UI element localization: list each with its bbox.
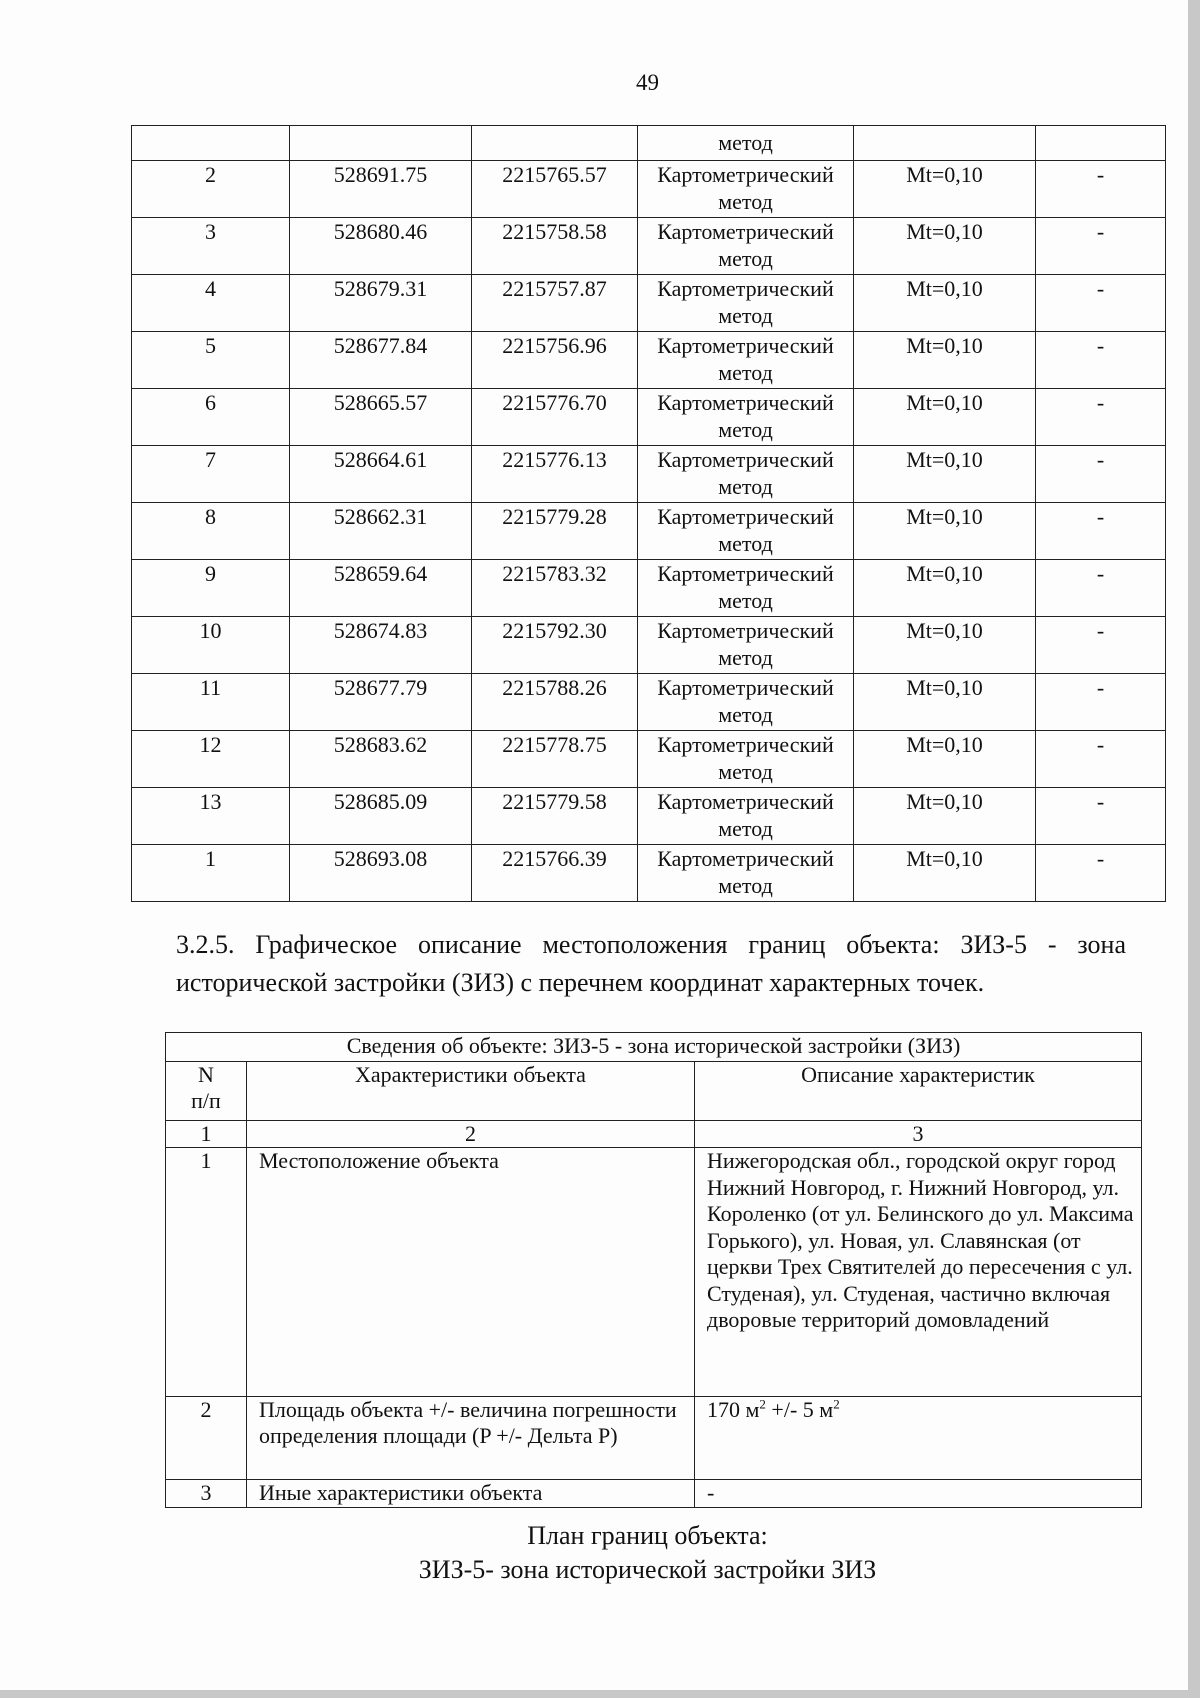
cell-y: 2215758.58	[472, 218, 638, 275]
cell-method	[638, 503, 854, 560]
plan-subtitle: ЗИЗ-5- зона исторической застройки ЗИЗ	[418, 1555, 877, 1584]
cell-method	[638, 731, 854, 788]
row-description: Нижегородская обл., городской округ город Нижний Новгород, г. Нижний Новгород, ул. Короленко (от ул. Белинского до ул. Максима Горького), ул. Новая, ул. Славянская (от церкви Трех Святителей до пересечения с ул. Студеная), ул. Студеная, частично включая дворовые территорий домовладений	[695, 1148, 1142, 1397]
cell-method	[638, 845, 854, 902]
method-line: метод	[718, 246, 773, 271]
cell-accuracy: Mt=0,10	[854, 617, 1036, 674]
method-line: метод	[718, 702, 773, 727]
method-line: Картометрический	[657, 846, 834, 871]
cell-accuracy: Mt=0,10	[854, 503, 1036, 560]
cell-y: 2215779.28	[472, 503, 638, 560]
cell-method	[638, 218, 854, 275]
cell-accuracy: Mt=0,10	[854, 560, 1036, 617]
column-number: 2	[247, 1121, 695, 1148]
cell-x: 528662.31	[290, 503, 472, 560]
method-line: Картометрический	[657, 618, 834, 643]
cell-accuracy: Mt=0,10	[854, 446, 1036, 503]
method-line: метод	[718, 474, 773, 499]
area-tolerance: +/- 5 м	[765, 1397, 834, 1422]
cell-x: 528674.83	[290, 617, 472, 674]
cell-n: 11	[132, 674, 290, 731]
table-caption: Сведения об объекте: ЗИЗ-5 - зона исторической застройки (ЗИЗ)	[166, 1033, 1142, 1062]
cell-note: -	[1036, 161, 1166, 218]
page-number: 49	[636, 70, 659, 95]
row-characteristic: Площадь объекта +/- величина погрешности определения площади (P +/- Дельта P)	[247, 1397, 695, 1480]
cell-note: -	[1036, 503, 1166, 560]
method-line: Картометрический	[657, 504, 834, 529]
cell-note: -	[1036, 389, 1166, 446]
coordinates-table	[131, 125, 1166, 902]
cell-note: -	[1036, 218, 1166, 275]
table-row	[132, 161, 1166, 218]
method-line: метод	[718, 588, 773, 613]
cell-y: 2215788.26	[472, 674, 638, 731]
cell-x: 528691.75	[290, 161, 472, 218]
cell-method	[638, 674, 854, 731]
cell-x: 528685.09	[290, 788, 472, 845]
table-row	[132, 389, 1166, 446]
table-row	[132, 788, 1166, 845]
table-row-area	[166, 1397, 1142, 1480]
method-line: Картометрический	[657, 732, 834, 757]
cell-accuracy: Mt=0,10	[854, 161, 1036, 218]
cell-y: 2215778.75	[472, 731, 638, 788]
method-line: Картометрический	[657, 675, 834, 700]
table-row	[132, 617, 1166, 674]
cell-n: 2	[132, 161, 290, 218]
method-line: метод	[718, 873, 773, 898]
cell-method: метод	[638, 126, 854, 161]
cell-n: 12	[132, 731, 290, 788]
table-row	[132, 446, 1166, 503]
table-row	[132, 332, 1166, 389]
row-description	[695, 1397, 1142, 1480]
method-line: метод	[718, 816, 773, 841]
cell-y: 2215766.39	[472, 845, 638, 902]
cell-x: 528677.79	[290, 674, 472, 731]
method-line: метод	[718, 531, 773, 556]
header-characteristics: Характеристики объекта	[247, 1062, 695, 1121]
tolerance-exponent: 2	[833, 1396, 840, 1412]
method-line: Картометрический	[657, 219, 834, 244]
cell-y: 2215779.58	[472, 788, 638, 845]
row-number: 3	[166, 1480, 247, 1508]
method-line: Картометрический	[657, 561, 834, 586]
cell-method	[638, 161, 854, 218]
row-characteristic: Местоположение объекта	[247, 1148, 695, 1397]
table-header-row	[166, 1062, 1142, 1121]
cell-y	[472, 126, 638, 161]
cell-accuracy: Mt=0,10	[854, 845, 1036, 902]
cell-y: 2215765.57	[472, 161, 638, 218]
method-line: Картометрический	[657, 390, 834, 415]
cell-method	[638, 389, 854, 446]
method-line: метод	[718, 645, 773, 670]
cell-note: -	[1036, 560, 1166, 617]
column-number: 1	[166, 1121, 247, 1148]
area-exponent: 2	[759, 1396, 766, 1412]
cell-note: -	[1036, 674, 1166, 731]
cell-x	[290, 126, 472, 161]
cell-method	[638, 560, 854, 617]
cell-accuracy: Mt=0,10	[854, 218, 1036, 275]
table-row-continued	[132, 126, 1166, 161]
row-number: 1	[166, 1148, 247, 1397]
cell-y: 2215756.96	[472, 332, 638, 389]
cell-method	[638, 788, 854, 845]
cell-note: -	[1036, 788, 1166, 845]
cell-x: 528677.84	[290, 332, 472, 389]
method-line: метод	[718, 417, 773, 442]
table-row	[132, 218, 1166, 275]
cell-y: 2215783.32	[472, 560, 638, 617]
method-line: Картометрический	[657, 789, 834, 814]
row-description: -	[695, 1480, 1142, 1508]
cell-method	[638, 332, 854, 389]
method-line: Картометрический	[657, 447, 834, 472]
cell-x: 528693.08	[290, 845, 472, 902]
plan-title: План границ объекта:	[527, 1521, 768, 1550]
cell-note: -	[1036, 731, 1166, 788]
cell-n: 9	[132, 560, 290, 617]
method-line: Картометрический	[657, 333, 834, 358]
table-row	[132, 845, 1166, 902]
header-number	[166, 1062, 247, 1121]
cell-accuracy: Mt=0,10	[854, 731, 1036, 788]
cell-x: 528683.62	[290, 731, 472, 788]
table-row	[132, 503, 1166, 560]
method-line: метод	[718, 759, 773, 784]
coordinates-table-body	[132, 126, 1166, 902]
cell-x: 528679.31	[290, 275, 472, 332]
cell-accuracy: Mt=0,10	[854, 389, 1036, 446]
cell-x: 528664.61	[290, 446, 472, 503]
cell-note: -	[1036, 332, 1166, 389]
cell-accuracy	[854, 126, 1036, 161]
method-line: метод	[718, 189, 773, 214]
cell-accuracy: Mt=0,10	[854, 788, 1036, 845]
column-number: 3	[695, 1121, 1142, 1148]
cell-accuracy: Mt=0,10	[854, 332, 1036, 389]
cell-y: 2215792.30	[472, 617, 638, 674]
area-value: 170 м	[707, 1397, 760, 1422]
cell-x: 528659.64	[290, 560, 472, 617]
cell-method	[638, 617, 854, 674]
method-line: Картометрический	[657, 276, 834, 301]
object-info-table	[165, 1032, 1142, 1508]
cell-n: 6	[132, 389, 290, 446]
cell-n: 3	[132, 218, 290, 275]
cell-n	[132, 126, 290, 161]
header-number-line1: N	[198, 1062, 214, 1087]
row-number: 2	[166, 1397, 247, 1480]
cell-n: 13	[132, 788, 290, 845]
column-numbers-row	[166, 1121, 1142, 1148]
method-line: Картометрический	[657, 162, 834, 187]
method-line: метод	[718, 360, 773, 385]
cell-note: -	[1036, 446, 1166, 503]
cell-n: 1	[132, 845, 290, 902]
cell-n: 7	[132, 446, 290, 503]
table-row-other	[166, 1480, 1142, 1508]
cell-method	[638, 446, 854, 503]
cell-n: 8	[132, 503, 290, 560]
section-heading: 3.2.5. Графическое описание местоположения границ объекта: ЗИЗ-5 - зона исторической застройки (ЗИЗ) с перечнем координат характерных точек.	[176, 930, 1126, 997]
header-description: Описание характеристик	[695, 1062, 1142, 1121]
cell-n: 10	[132, 617, 290, 674]
cell-y: 2215776.13	[472, 446, 638, 503]
cell-y: 2215776.70	[472, 389, 638, 446]
cell-method	[638, 275, 854, 332]
table-row	[132, 674, 1166, 731]
row-characteristic: Иные характеристики объекта	[247, 1480, 695, 1508]
table-row	[132, 275, 1166, 332]
cell-x: 528665.57	[290, 389, 472, 446]
cell-n: 5	[132, 332, 290, 389]
cell-accuracy: Mt=0,10	[854, 674, 1036, 731]
cell-y: 2215757.87	[472, 275, 638, 332]
table-row	[132, 560, 1166, 617]
table-row-location	[166, 1148, 1142, 1397]
cell-note	[1036, 126, 1166, 161]
method-line: метод	[718, 303, 773, 328]
table-row	[132, 731, 1166, 788]
cell-accuracy: Mt=0,10	[854, 275, 1036, 332]
cell-n: 4	[132, 275, 290, 332]
cell-note: -	[1036, 275, 1166, 332]
cell-note: -	[1036, 845, 1166, 902]
header-number-line2: п/п	[191, 1088, 221, 1113]
cell-note: -	[1036, 617, 1166, 674]
cell-x: 528680.46	[290, 218, 472, 275]
